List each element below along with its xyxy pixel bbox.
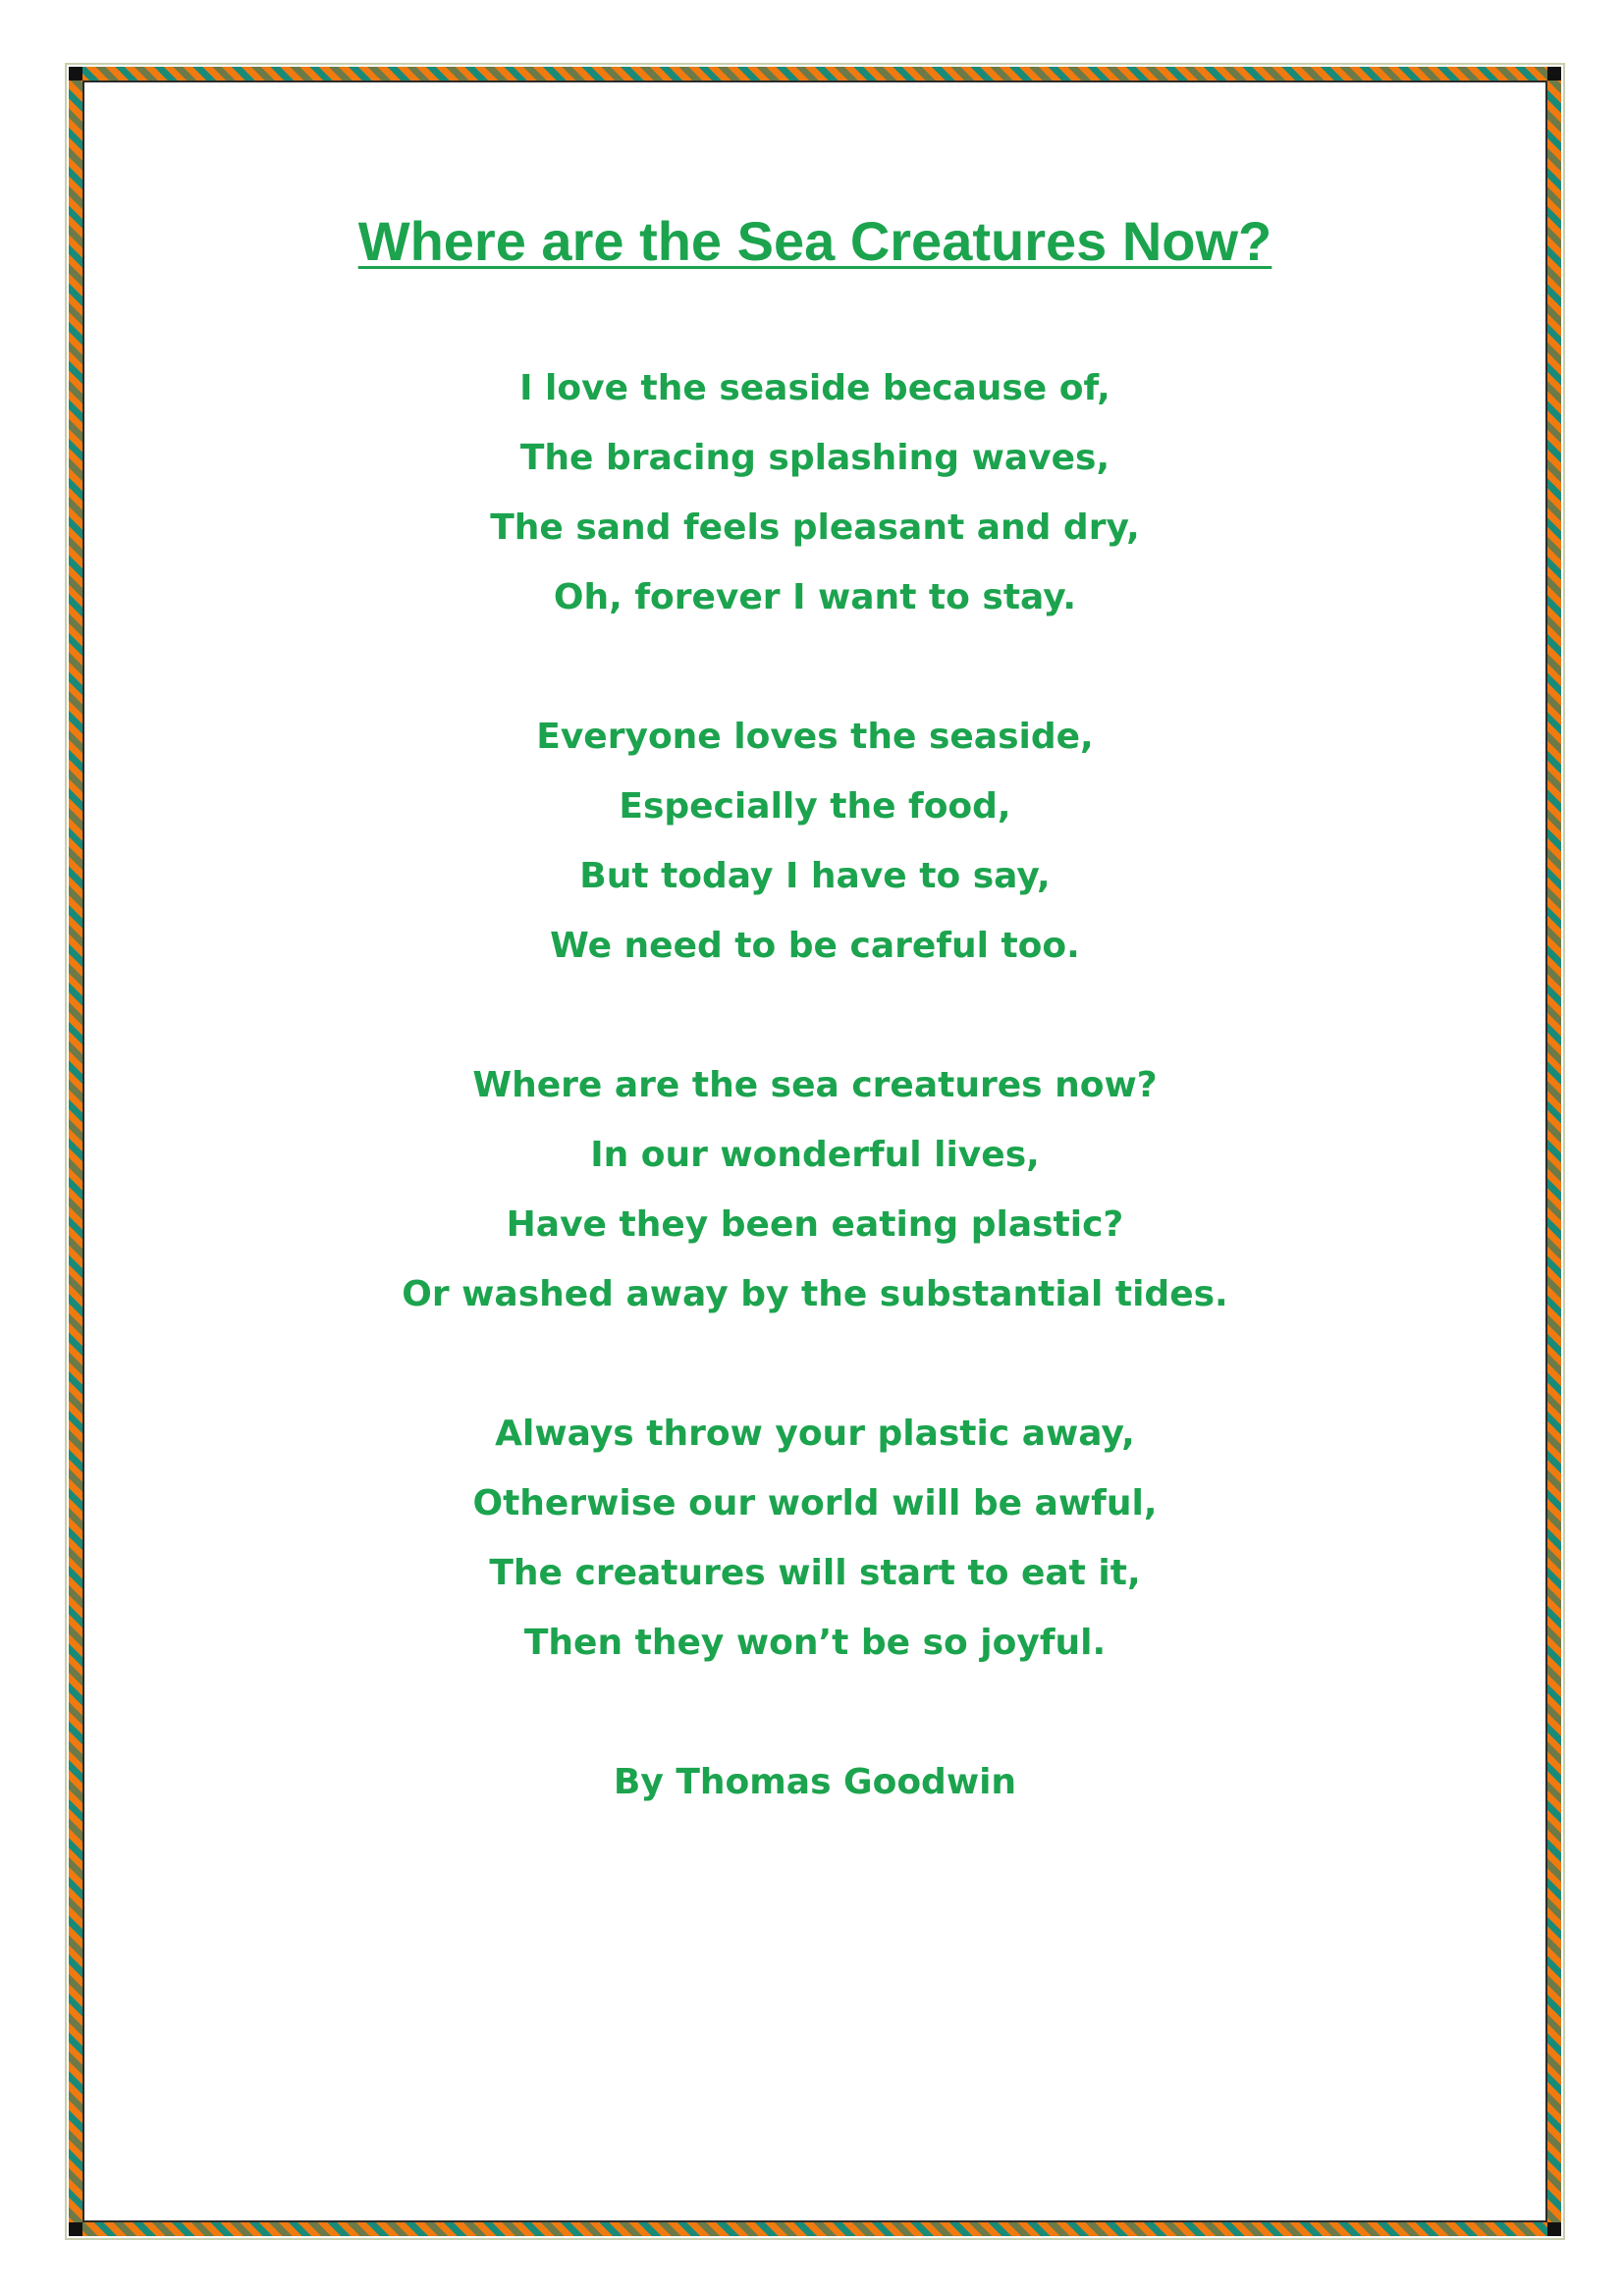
stanza-3 <box>82 1050 1547 1329</box>
poem <box>82 80 1547 1817</box>
poem-line: Where are the sea creatures now? <box>472 1065 1158 1105</box>
poem-line: We need to be careful too. <box>550 926 1080 966</box>
poem-line: Or washed away by the substantial tides. <box>402 1274 1228 1314</box>
border-corner <box>1547 67 1561 80</box>
stanza-4 <box>82 1399 1547 1678</box>
border-corner <box>1547 2222 1561 2236</box>
poem-line: Otherwise our world will be awful, <box>472 1483 1158 1523</box>
poem-line: The creatures will start to eat it, <box>489 1553 1141 1593</box>
stanza-1 <box>82 353 1547 632</box>
poem-line: But today I have to say, <box>579 856 1051 896</box>
border-corner <box>69 2222 82 2236</box>
poem-title: Where are the Sea Creatures Now? <box>357 210 1272 272</box>
poem-line: I love the seaside because of, <box>519 368 1110 408</box>
poem-line: The bracing splashing waves, <box>519 438 1110 478</box>
border-corner <box>69 67 82 80</box>
poem-line: Oh, forever I want to stay. <box>553 577 1077 617</box>
stanza-2 <box>82 702 1547 981</box>
poem-line: In our wonderful lives, <box>590 1135 1040 1175</box>
poem-body <box>82 353 1547 1817</box>
poem-line: Especially the food, <box>619 786 1011 827</box>
poem-line: Always throw your plastic away, <box>495 1414 1135 1454</box>
poem-line: The sand feels pleasant and dry, <box>490 507 1140 548</box>
poem-line: Everyone loves the seaside, <box>536 717 1094 757</box>
poem-line: Then they won’t be so joyful. <box>523 1623 1107 1663</box>
poem-line: Have they been eating plastic? <box>506 1204 1124 1245</box>
poem-author: By Thomas Goodwin <box>613 1762 1017 1802</box>
